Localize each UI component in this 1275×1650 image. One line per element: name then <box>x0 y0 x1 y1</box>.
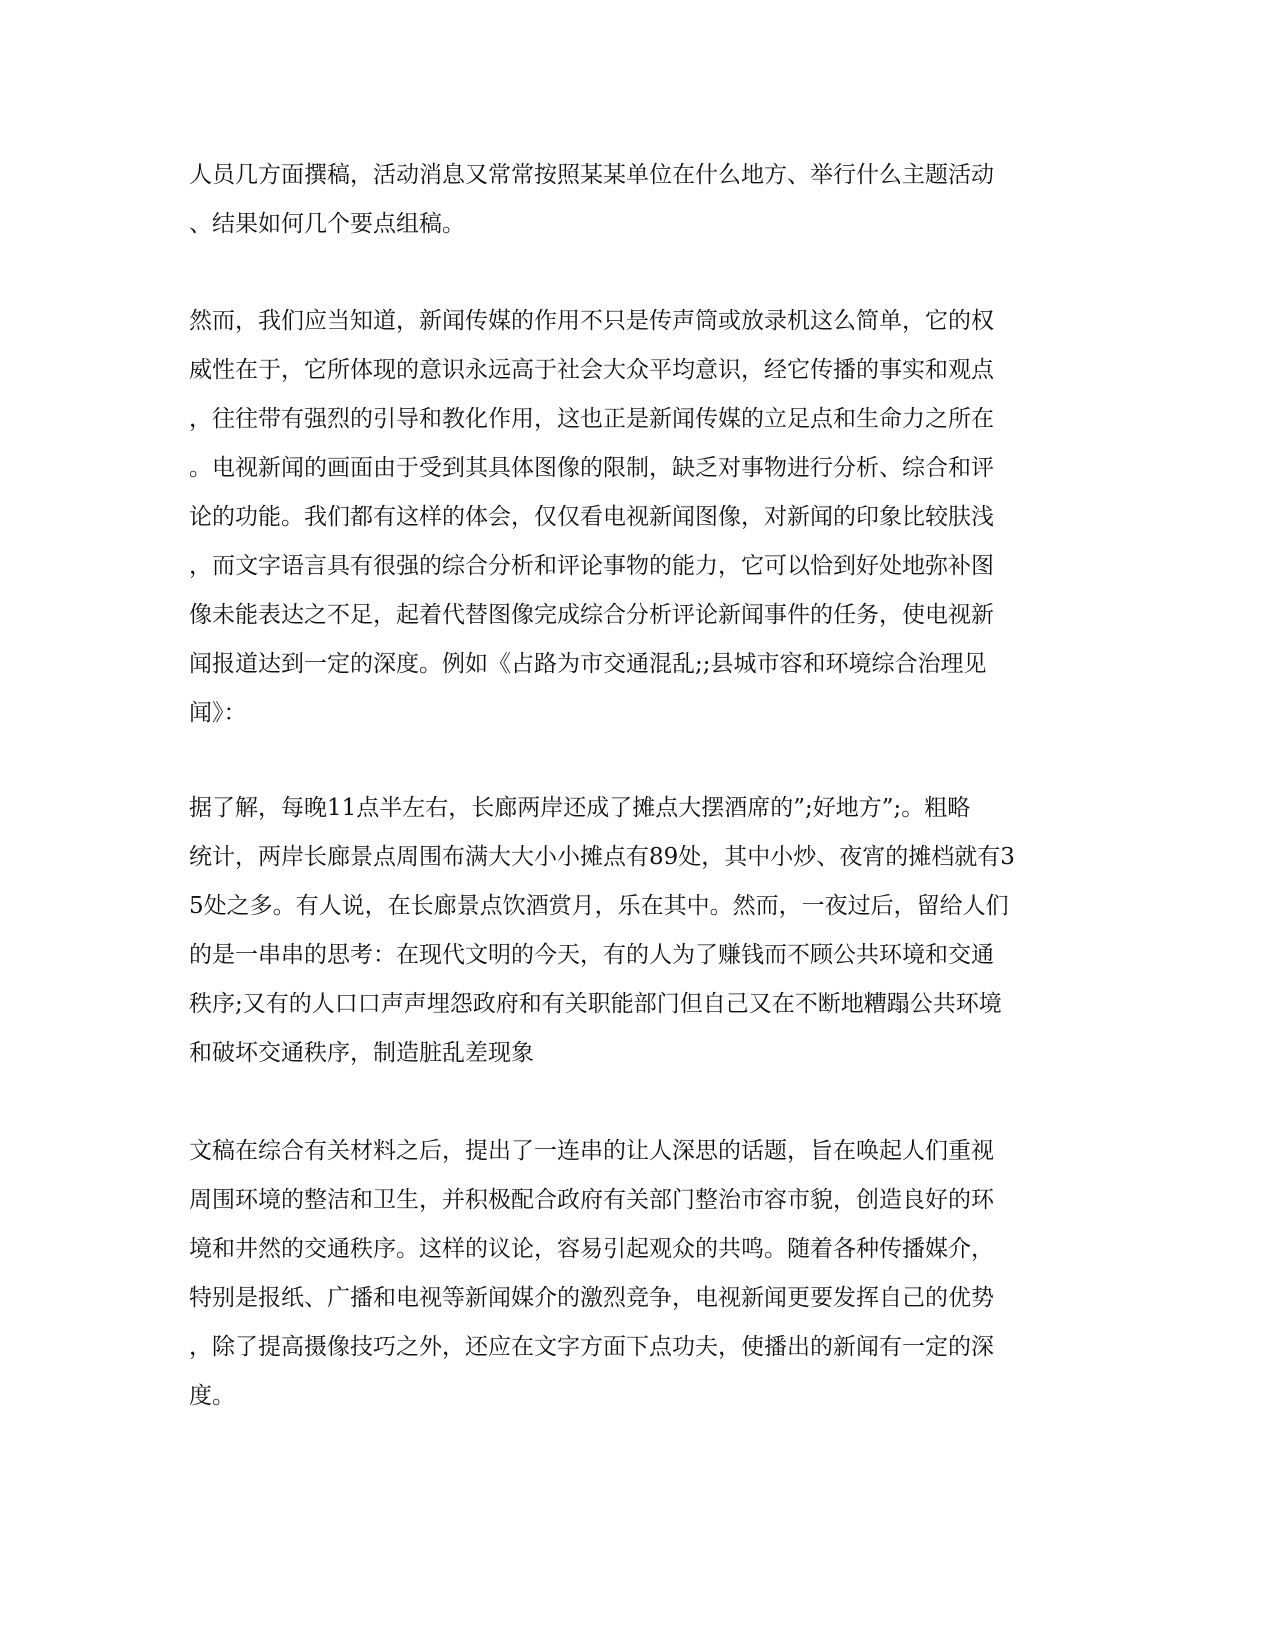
paragraph-4 <box>189 1127 994 1421</box>
text-line: 的是一串串的思考：在现代文明的今天，有的人为了赚钱而不顾公共环境和交通 <box>189 942 994 968</box>
paragraph-3 <box>189 784 1015 1078</box>
text-line: 文稿在综合有关材料之后，提出了一连串的让人深思的话题，旨在唤起人们重视 <box>189 1138 994 1164</box>
paragraph-1 <box>189 151 994 249</box>
paragraph-2 <box>189 297 994 738</box>
text-line: 人员几方面撰稿，活动消息又常常按照某某单位在什么地方、举行什么主题活动 <box>189 162 994 188</box>
text-line: ，往往带有强烈的引导和教化作用，这也正是新闻传媒的立足点和生命力之所在 <box>189 406 994 432</box>
text-line: 统计，两岸长廊景点周围布满大大小小摊点有89处，其中小炒、夜宵的摊档就有3 <box>189 844 1015 870</box>
text-line: 闻》： <box>189 700 247 726</box>
text-line: 5处之多。有人说，在长廊景点饮酒赏月，乐在其中。然而，一夜过后，留给人们 <box>189 893 1009 919</box>
text-line: ，而文字语言具有很强的综合分析和评论事物的能力，它可以恰到好处地弥补图 <box>189 553 994 579</box>
text-line: 闻报道达到一定的深度。例如《占路为市交通混乱;;县城市容和环境综合治理见 <box>189 651 987 677</box>
text-line: 威性在于，它所体现的意识永远高于社会大众平均意识，经它传播的事实和观点 <box>189 357 994 383</box>
text-line: 论的功能。我们都有这样的体会，仅仅看电视新闻图像，对新闻的印象比较肤浅 <box>189 504 994 530</box>
text-line: 秩序;又有的人口口声声埋怨政府和有关职能部门但自己又在不断地糟蹋公共环境 <box>189 991 1002 1017</box>
text-line: 、结果如何几个要点组稿。 <box>189 211 465 237</box>
text-line: 境和井然的交通秩序。这样的议论，容易引起观众的共鸣。随着各种传播媒介， <box>189 1236 994 1262</box>
text-line: 。电视新闻的画面由于受到其具体图像的限制，缺乏对事物进行分析、综合和评 <box>189 455 994 481</box>
text-line: 度。 <box>189 1383 235 1409</box>
text-line: 据了解，每晚11点半左右，长廊两岸还成了摊点大摆酒席的”;好地方”;。粗略 <box>189 795 971 821</box>
text-line: 和破坏交通秩序，制造脏乱差现象 <box>189 1040 534 1066</box>
text-line: 周围环境的整洁和卫生，并积极配合政府有关部门整治市容市貌，创造良好的环 <box>189 1187 994 1213</box>
text-line: 特别是报纸、广播和电视等新闻媒介的激烈竞争，电视新闻更要发挥自己的优势 <box>189 1285 994 1311</box>
text-line: 像未能表达之不足，起着代替图像完成综合分析评论新闻事件的任务，使电视新 <box>189 602 994 628</box>
text-line: 然而，我们应当知道，新闻传媒的作用不只是传声筒或放录机这么简单，它的权 <box>189 308 994 334</box>
text-line: ，除了提高摄像技巧之外，还应在文字方面下点功夫，使播出的新闻有一定的深 <box>189 1334 994 1360</box>
